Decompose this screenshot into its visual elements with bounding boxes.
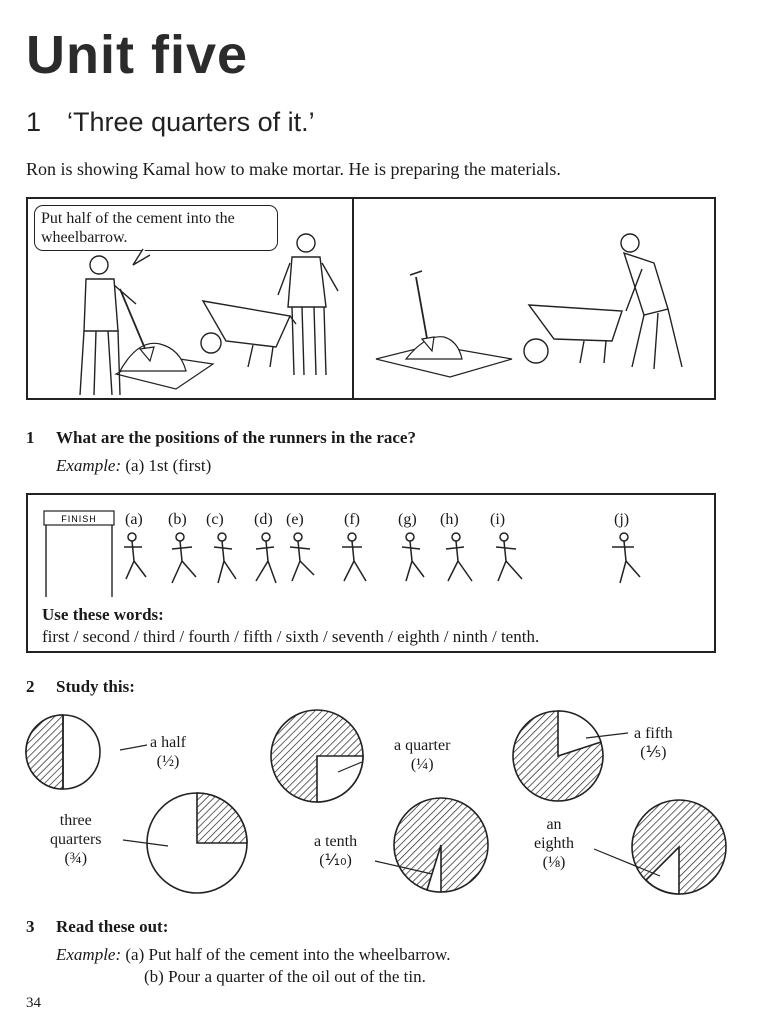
label-half-word: a half bbox=[150, 734, 186, 751]
intro-text: Ron is showing Kamal how to make mortar. He is preparing the materials. bbox=[26, 159, 561, 179]
example-label: Example: bbox=[56, 945, 122, 964]
question-3-number: 3 bbox=[26, 917, 35, 936]
label-eighth-fraction: (⅛) bbox=[542, 854, 566, 871]
label-eighth-word2: eighth bbox=[534, 835, 574, 852]
runner-label-b: (b) bbox=[168, 511, 187, 528]
runner-label-a: (a) bbox=[125, 511, 143, 528]
example-line-b: (b) Pour a quarter of the oil out of the tin. bbox=[144, 967, 426, 986]
label-three-quarters bbox=[50, 811, 102, 868]
ordinal-words: first / second / third / fourth / fifth / sixth / seventh / eighth / ninth / tenth. bbox=[42, 627, 540, 646]
runner-label-d: (d) bbox=[254, 511, 273, 528]
label-tenth bbox=[314, 832, 357, 870]
runner-label-h: (h) bbox=[440, 511, 459, 528]
page-number: 34 bbox=[26, 995, 41, 1011]
section-title-text: ‘Three quarters of it.’ bbox=[67, 107, 315, 137]
example-label: Example: bbox=[56, 456, 122, 475]
question-2-text: Study this: bbox=[56, 677, 135, 696]
label-fifth-word: a fifth bbox=[634, 725, 673, 742]
label-tenth-word: a tenth bbox=[314, 833, 358, 850]
question-3 bbox=[26, 917, 168, 937]
section-number: 1 bbox=[26, 107, 42, 137]
runner-label-c: (c) bbox=[206, 511, 224, 528]
runner-label-i: (i) bbox=[490, 511, 506, 528]
runner-label-j: (j) bbox=[614, 511, 630, 528]
example-line-a: (a) Put half of the cement into the wheelbarrow. bbox=[125, 945, 451, 964]
finish-banner-text: FINISH bbox=[61, 514, 97, 524]
runner-label-f: (f) bbox=[344, 511, 360, 528]
question-2-number: 2 bbox=[26, 677, 35, 696]
label-quarter-fraction: (¼) bbox=[410, 756, 434, 773]
use-words-title: Use these words: bbox=[42, 605, 164, 624]
label-eighth bbox=[534, 815, 574, 872]
example-text: (a) 1st (first) bbox=[125, 456, 212, 475]
label-half-fraction: (½) bbox=[156, 753, 180, 770]
question-3-text: Read these out: bbox=[56, 917, 169, 936]
label-fifth bbox=[634, 724, 673, 762]
half-shaded bbox=[26, 715, 63, 789]
label-tenth-fraction: (⅒) bbox=[319, 852, 352, 869]
label-eighth-word1: an bbox=[546, 816, 562, 833]
unit-title: Unit five bbox=[26, 25, 249, 85]
runner-label-e: (e) bbox=[286, 511, 304, 528]
label-three-quarters-fraction: (¾) bbox=[64, 850, 88, 867]
label-three-quarters-word2: quarters bbox=[50, 831, 102, 848]
label-fifth-fraction: (⅕) bbox=[640, 744, 667, 761]
runner-label-g: (g) bbox=[398, 511, 417, 528]
label-half bbox=[150, 733, 186, 771]
question-1-text: What are the positions of the runners in the race? bbox=[56, 428, 416, 447]
question-1-number: 1 bbox=[26, 428, 35, 447]
label-three-quarters-word1: three bbox=[59, 812, 92, 829]
label-quarter bbox=[394, 736, 450, 774]
question-3-example bbox=[56, 944, 450, 988]
label-quarter-word: a quarter bbox=[394, 737, 451, 754]
speech-bubble: Put half of the cement into the wheelbarrow. bbox=[34, 205, 278, 251]
